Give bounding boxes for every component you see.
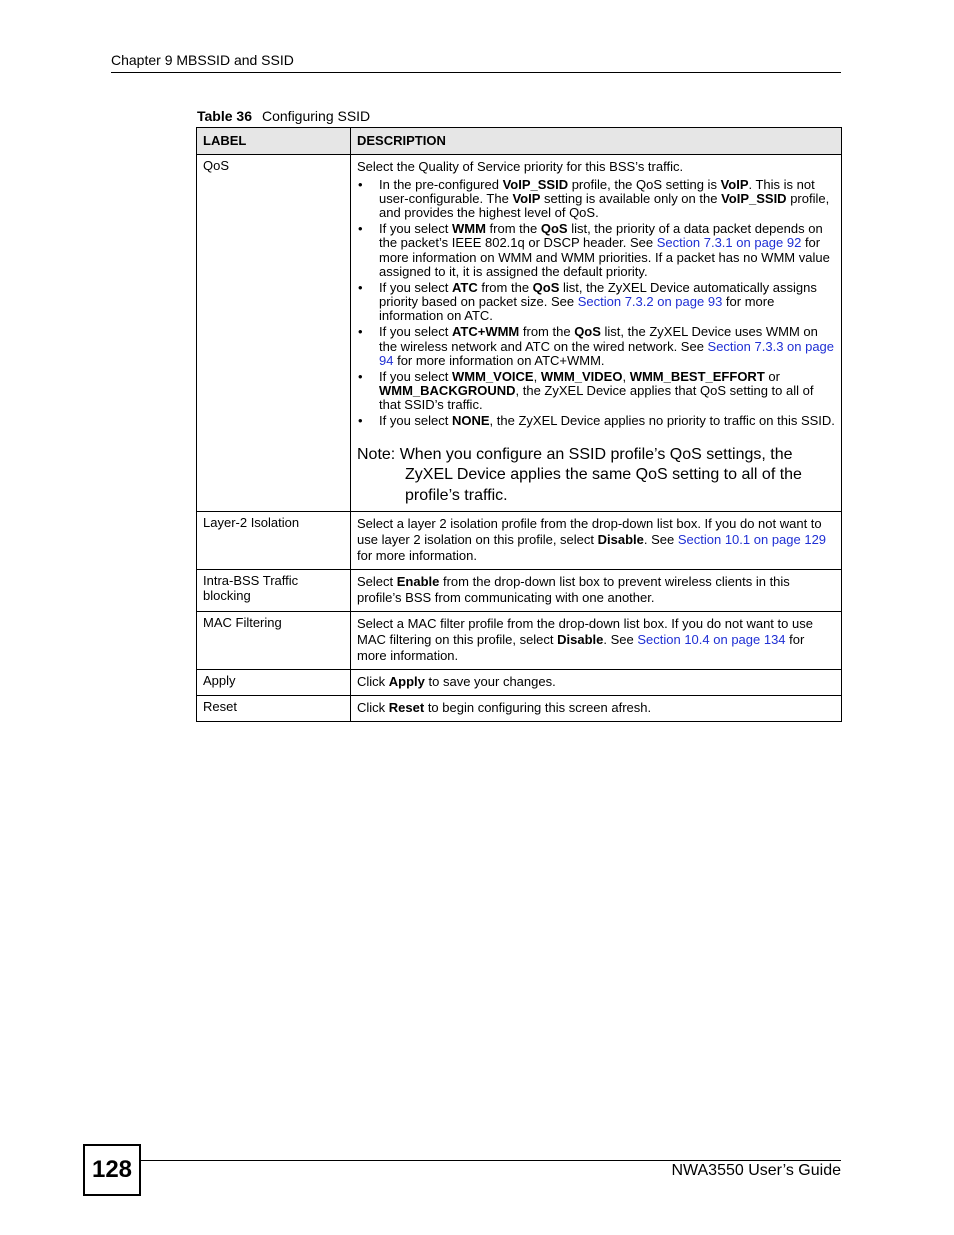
table-header-row (197, 128, 842, 155)
table-title: Configuring SSID (262, 108, 371, 124)
row-description-intra-bss: Select Enable from the drop-down list box to prevent wireless clients in this profile’s BSS from communicating with one another. (351, 570, 842, 612)
table-row (197, 696, 842, 722)
table-row (197, 670, 842, 696)
configuring-ssid-table (196, 127, 842, 722)
chapter-header: Chapter 9 MBSSID and SSID (111, 52, 294, 68)
label-column-header: LABEL (197, 128, 351, 155)
section-7-3-3-link[interactable]: Section 7.3.3 on page 94 (379, 338, 835, 368)
table-row (197, 570, 842, 612)
qos-note: Note: When you configure an SSID profile’s QoS settings, the ZyXEL Device applies the same QoS setting to all of the profile’s traffic. (357, 445, 802, 504)
row-label-layer2-isolation: Layer-2 Isolation (197, 512, 351, 570)
list-item: • In the pre-configured VoIP_SSID profile, the QoS setting is VoIP. This is not user-configurable. The VoIP setting is available only on the VoIP_SSID profile, and provides the highest level of QoS. (357, 178, 835, 221)
row-label-apply: Apply (197, 670, 351, 696)
row-label-reset: Reset (197, 696, 351, 722)
section-7-3-1-link[interactable]: Section 7.3.1 on page 92 (656, 235, 802, 251)
section-10-4-link[interactable]: Section 10.4 on page 134 (637, 632, 786, 648)
row-description-mac-filtering: Select a MAC filter profile from the drop-down list box. If you do not want to use MAC filtering on this profile, select Disable. See Section 10.4 on page 134 for more information. (351, 612, 842, 670)
section-7-3-2-link[interactable]: Section 7.3.2 on page 93 (577, 294, 723, 310)
description-column-header: DESCRIPTION (351, 128, 842, 155)
row-label-intra-bss: Intra-BSS Traffic blocking (197, 570, 351, 612)
list-item: • If you select ATC from the QoS list, the ZyXEL Device automatically assigns priority based on packet size. See Section 7.3.2 on page 93 for more information on ATC. (357, 281, 835, 324)
table-number: Table 36 (197, 108, 252, 124)
section-10-1-link[interactable]: Section 10.1 on page 129 (677, 532, 827, 548)
table-row (197, 612, 842, 670)
page-number: 128 (83, 1144, 141, 1196)
table-caption (197, 108, 370, 125)
row-description-apply: Click Apply to save your changes. (351, 670, 842, 696)
footer-rule (141, 1160, 841, 1161)
row-label-qos: QoS (197, 154, 351, 512)
row-description-layer2-isolation: Select a layer 2 isolation profile from the drop-down list box. If you do not want to use layer 2 isolation on this profile, select Disable. See Section 10.1 on page 129 for more information. (351, 512, 842, 570)
list-item: • If you select ATC+WMM from the QoS list, the ZyXEL Device uses WMM on the wireless network and ATC on the wired network. See Section 7.3.3 on page 94 for more information on ATC+WMM. (357, 325, 835, 368)
list-item: • If you select WMM_VOICE, WMM_VIDEO, WMM_BEST_EFFORT or WMM_BACKGROUND, the ZyXEL Device applies that QoS setting to all of that SSID’s traffic. (357, 370, 835, 413)
header-rule (111, 72, 841, 73)
table-row (197, 512, 842, 570)
table-row (197, 154, 842, 512)
row-description-reset: Click Reset to begin configuring this screen afresh. (351, 696, 842, 722)
row-label-mac-filtering: MAC Filtering (197, 612, 351, 670)
guide-title: NWA3550 User’s Guide (671, 1162, 841, 1179)
qos-options-list (357, 178, 835, 429)
list-item: • If you select NONE, the ZyXEL Device applies no priority to traffic on this SSID. (357, 414, 835, 428)
row-description-qos (351, 154, 842, 512)
list-item: • If you select WMM from the QoS list, the priority of a data packet depends on the packet’s IEEE 802.1q or DSCP header. See Section 7.3.1 on page 92 for more information on WMM and WMM priorities. If a packet has no WMM value assigned to it, it is assigned the default priority. (357, 222, 835, 279)
qos-intro: Select the Quality of Service priority for this BSS’s traffic. (357, 158, 684, 174)
